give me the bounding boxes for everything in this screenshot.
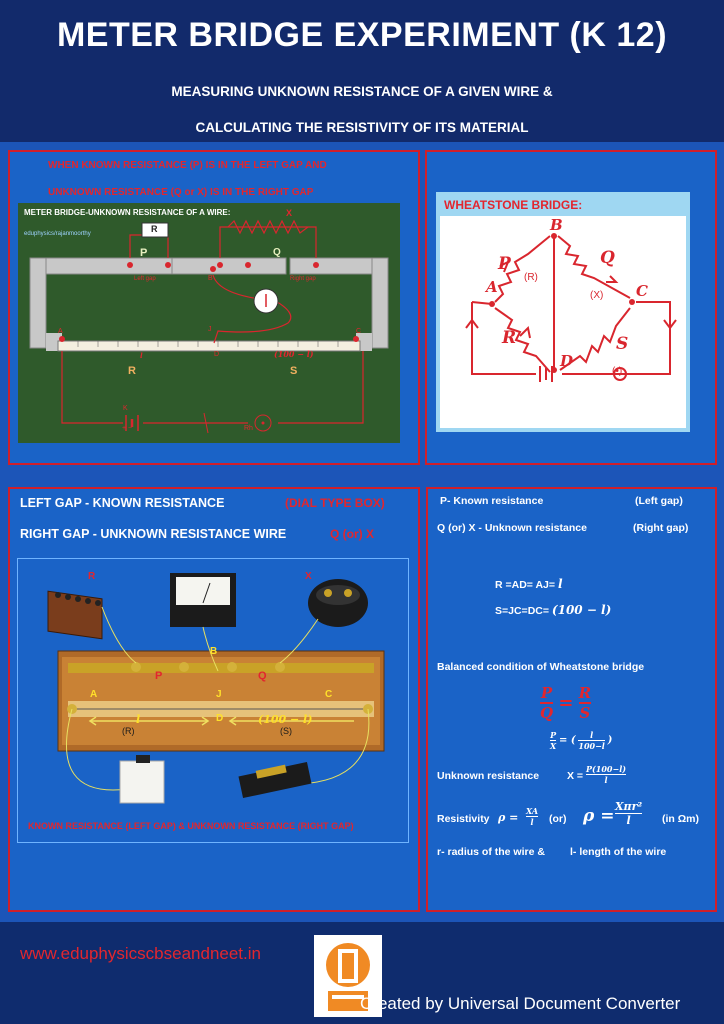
c-label: C	[356, 328, 362, 335]
photo-hundred-minus-l-label: (100 − l)	[258, 713, 313, 726]
photo-l-label: l	[136, 713, 141, 726]
unknown-denominator: l	[586, 774, 626, 785]
balance-formula: $\frac{P}{Q}$ = $\frac{R}{S}$	[540, 684, 592, 722]
rheostat-label: Rh	[244, 425, 253, 432]
dial-type-box-text: (DIAL TYPE BOX)	[285, 496, 385, 510]
ws-d-label: D	[560, 352, 574, 370]
photo-j-label: J	[216, 689, 222, 700]
rho2-numerator: Xπr²	[615, 800, 643, 813]
ws-q-inner: (X)	[590, 290, 604, 301]
rho1-denominator: l	[526, 816, 538, 827]
page-title: METER BRIDGE EXPERIMENT (K 12)	[56, 16, 668, 54]
rho-equals-1: ρ =	[498, 811, 519, 824]
wheatstone-title: WHEATSTONE BRIDGE:	[444, 198, 583, 212]
rho-equals-2: ρ =	[583, 806, 615, 826]
unknown-fraction	[586, 764, 626, 785]
meter-bridge-circuit-svg	[18, 203, 400, 443]
frac-s: S	[579, 704, 591, 722]
frac2-l: l	[590, 730, 594, 740]
ws-b-label: B	[550, 216, 563, 234]
right-gap-label: Right gap	[290, 276, 316, 282]
p-known-text: P- Known resistance	[440, 495, 544, 507]
d-label: D	[214, 351, 220, 358]
photo-r-paren: (R)	[122, 726, 135, 736]
footnote-radius: r- radius of the wire &	[437, 846, 545, 858]
wheatstone-sketch-svg	[440, 216, 686, 428]
wheatstone-sketch	[440, 216, 686, 428]
resistivity-label: Resistivity	[437, 813, 490, 825]
photo-s-paren: (S)	[280, 726, 292, 736]
photo-b-label: B	[210, 646, 218, 657]
s-equation-var: (100 − l)	[551, 603, 612, 617]
balanced-condition-text: Balanced condition of Wheatstone bridge	[437, 661, 645, 673]
subtitle-line-1: MEASURING UNKNOWN RESISTANCE OF A GIVEN WIRE &	[171, 84, 553, 99]
photo-q-label: Q	[258, 670, 267, 682]
ratio-formula: $\frac{P}{X}$ = ( $\frac{l}{100-l}$ )	[550, 730, 613, 751]
q-unknown-text: Q (or) X - Unknown resistance	[437, 522, 587, 534]
ws-p-inner: (R)	[524, 272, 538, 283]
or-text: (or)	[549, 813, 567, 825]
q-or-x-text: Q (or) X	[330, 527, 374, 541]
diagram-title: METER BRIDGE-UNKNOWN RESISTANCE OF A WIRE:	[24, 208, 231, 217]
right-gap-text: RIGHT GAP - UNKNOWN RESISTANCE WIRE	[20, 527, 287, 541]
frac2-x: X	[550, 741, 557, 751]
j-label: J	[208, 326, 212, 333]
r-equation-text: R =AD= AJ=	[495, 579, 556, 591]
battery-sign-label: + −	[122, 425, 133, 432]
frac-q: Q	[540, 704, 554, 722]
photo-a-label: A	[90, 689, 98, 700]
frac2-100-minus-l: 100−l	[578, 741, 605, 751]
photo-d-label: D	[216, 713, 224, 724]
ws-a-label: A	[486, 278, 498, 296]
s-arm-label: S	[290, 365, 298, 377]
rho2-fraction	[615, 800, 642, 827]
resistivity-unit: (in Ωm)	[662, 813, 699, 825]
converter-watermark: Created by Universal Document Converter	[360, 994, 681, 1013]
b-label: B	[208, 275, 213, 282]
ws-q-label: Q	[600, 248, 615, 268]
r-equation	[495, 577, 563, 591]
diagram-credit: eduphysics/rajanmoorthy	[24, 231, 91, 237]
meter-bridge-diagram	[18, 203, 400, 443]
frac-p: P	[540, 684, 553, 702]
footnote-length: l- length of the wire	[570, 846, 667, 858]
rho1-numerator: XA	[526, 806, 539, 816]
x-label: X	[286, 208, 293, 218]
apparatus-photo-svg	[18, 559, 408, 842]
apparatus-photo	[17, 558, 409, 843]
s-equation-text: S=JC=DC=	[495, 605, 549, 617]
r-equation-var: l	[557, 577, 563, 591]
subtitle-line-2: CALCULATING THE RESISTIVITY OF ITS MATERIAL	[195, 120, 529, 135]
ws-c-label: C	[636, 282, 648, 300]
rho1-fraction	[526, 806, 538, 827]
l-label: l	[140, 351, 143, 360]
hundred-minus-l-label: (100 − l)	[274, 349, 314, 359]
website-link[interactable]: www.eduphysicscbseandneet.in	[20, 944, 261, 963]
battery-k-label: K	[123, 405, 128, 412]
unknown-x-equals: X =	[567, 770, 584, 782]
unknown-numerator: P(100−l)	[586, 764, 627, 774]
q-gap-text: (Right gap)	[633, 522, 689, 534]
ws-r-label: R	[502, 328, 517, 348]
left-gap-label: Left gap	[134, 276, 156, 282]
unknown-resistance-label: Unknown resistance	[437, 770, 540, 782]
q-label: Q	[273, 247, 281, 258]
frac2-p: P	[550, 730, 557, 740]
ws-p-label: P	[498, 254, 511, 274]
p-label: P	[140, 247, 148, 259]
p-gap-text: (Left gap)	[635, 495, 683, 507]
ws-key-label: (•)	[612, 366, 623, 377]
left-gap-text: LEFT GAP - KNOWN RESISTANCE	[20, 496, 225, 510]
photo-x-label: X	[305, 571, 312, 582]
ws-s-label: S	[616, 334, 629, 354]
wheatstone-card	[436, 192, 690, 432]
note-right-gap: UNKNOWN RESISTANCE (Q or X) IS IN THE RIGHT GAP	[48, 187, 314, 198]
a-label: A	[58, 328, 63, 335]
photo-c-label: C	[325, 689, 333, 700]
photo-caption: KNOWN RESISTANCE (LEFT GAP) & UNKNOWN RESISTANCE (RIGHT GAP)	[28, 821, 354, 831]
s-equation	[495, 603, 611, 617]
photo-r-label: R	[88, 571, 96, 582]
r-box-label: R	[151, 224, 158, 234]
note-left-gap: WHEN KNOWN RESISTANCE (P) IS IN THE LEFT GAP AND	[48, 160, 327, 171]
photo-p-label: P	[155, 670, 163, 682]
frac-r: R	[578, 684, 592, 702]
r-arm-label: R	[128, 365, 136, 377]
rho2-denominator: l	[615, 813, 642, 827]
